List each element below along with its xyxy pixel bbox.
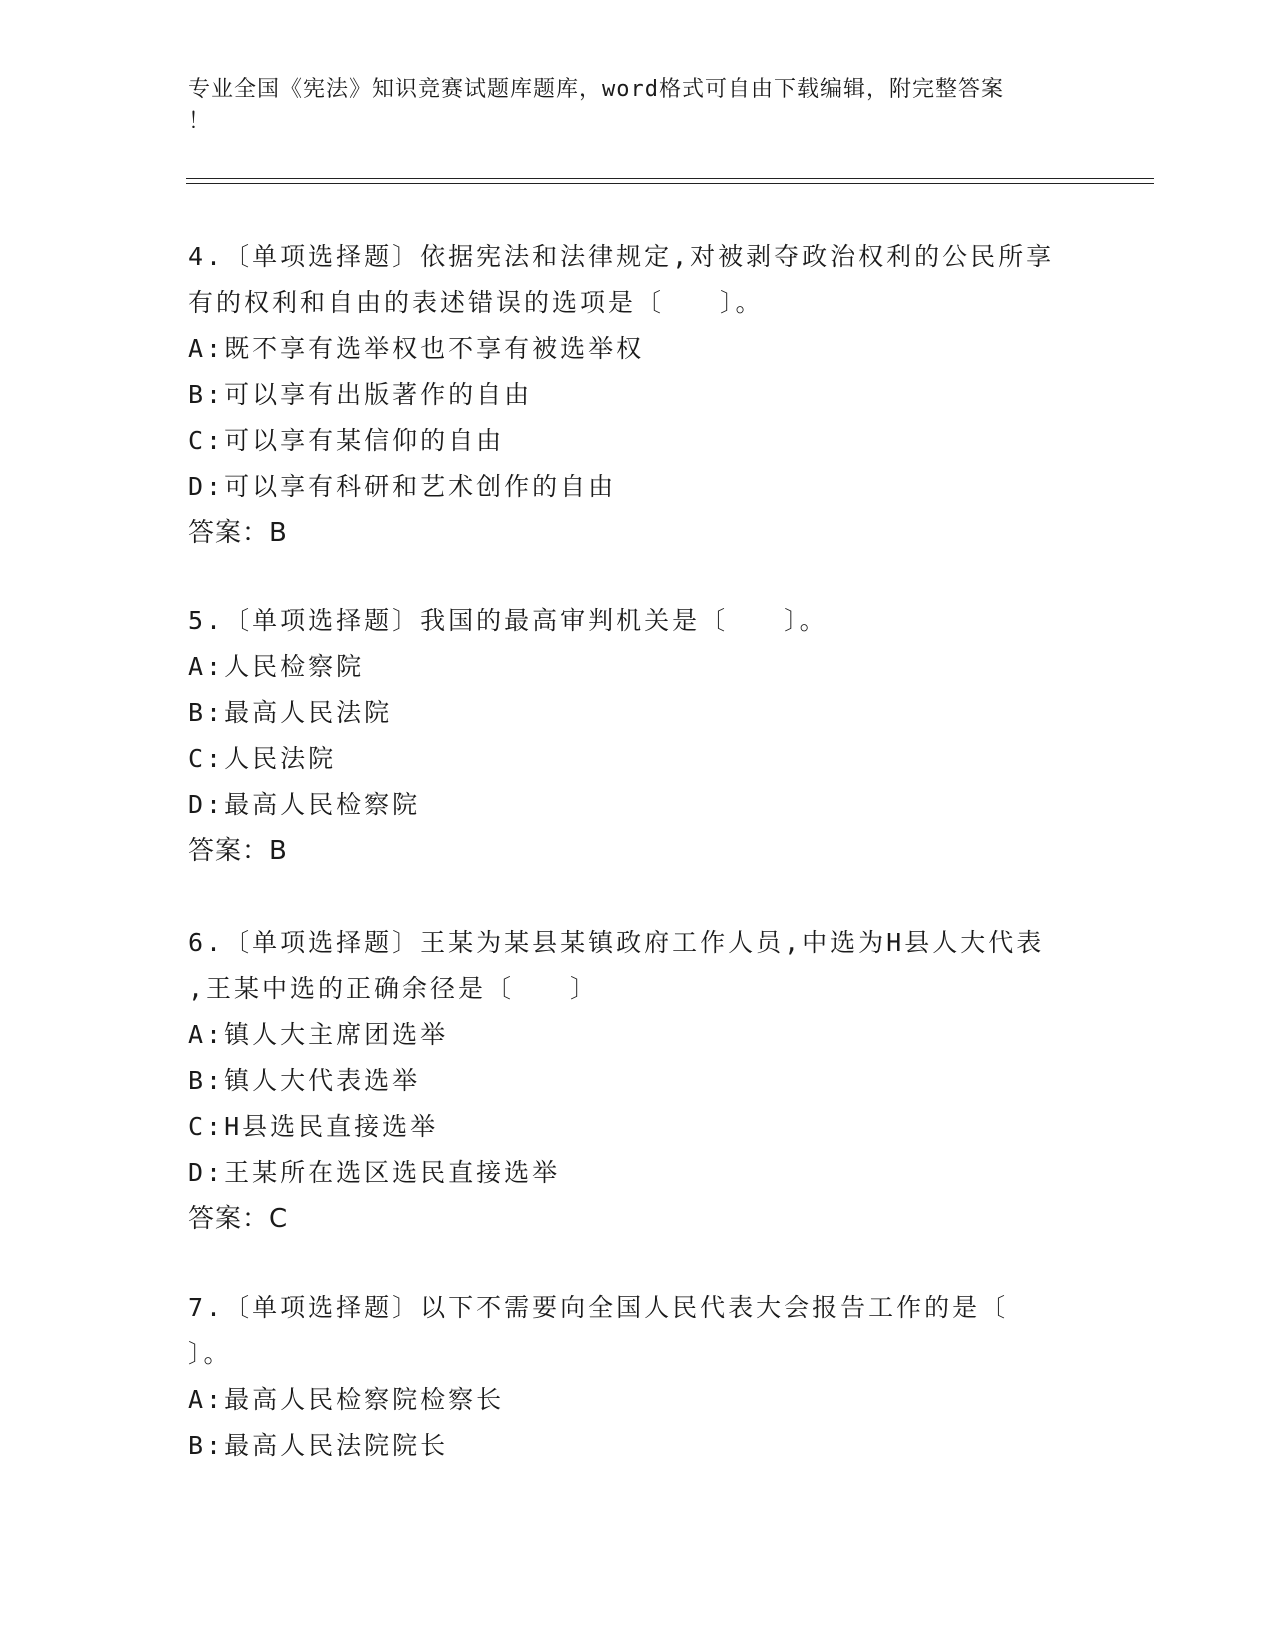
header-divider-top — [186, 178, 1154, 179]
option-c: C:可以享有某信仰的自由 — [188, 426, 505, 455]
header-line-2: ！ — [188, 109, 212, 134]
option-b: B:最高人民法院院长 — [188, 1431, 449, 1460]
question-6 — [188, 920, 1088, 1242]
header-line-1: 专业全国《宪法》知识竞赛试题库题库，word格式可自由下载编辑，附完整答案 — [188, 77, 1004, 102]
question-stem-line-1: 7.〔单项选择题〕以下不需要向全国人民代表大会报告工作的是〔 — [188, 1293, 1009, 1322]
option-b: B:镇人大代表选举 — [188, 1066, 421, 1095]
option-c: C:人民法院 — [188, 744, 337, 773]
option-b: B:可以享有出版著作的自由 — [188, 380, 533, 409]
option-b: B:最高人民法院 — [188, 698, 393, 727]
question-5 — [188, 598, 1088, 874]
option-d: D:最高人民检察院 — [188, 790, 421, 819]
option-a: A:最高人民检察院检察长 — [188, 1385, 505, 1414]
question-4 — [188, 234, 1088, 556]
question-stem-line-2: 有的权利和自由的表述错误的选项是〔 〕。 — [188, 288, 764, 317]
question-7 — [188, 1285, 1088, 1469]
option-c: C:H县选民直接选举 — [188, 1112, 439, 1141]
question-stem-line-2: 〕。 — [188, 1339, 232, 1368]
option-d: D:可以享有科研和艺术创作的自由 — [188, 472, 617, 501]
option-d: D:王某所在选区选民直接选举 — [188, 1158, 561, 1187]
answer-label: 答案：C — [188, 1204, 289, 1234]
question-stem-line-1: 6.〔单项选择题〕王某为某县某镇政府工作人员,中选为H县人大代表 — [188, 928, 1045, 957]
option-a: A:人民检察院 — [188, 652, 365, 681]
answer-label: 答案：B — [188, 518, 288, 548]
document-header — [188, 74, 1088, 138]
question-stem-line-1: 5.〔单项选择题〕我国的最高审判机关是〔 〕。 — [188, 606, 828, 635]
option-a: A:既不享有选举权也不享有被选举权 — [188, 334, 645, 363]
header-divider-bottom — [186, 183, 1154, 184]
option-a: A:镇人大主席团选举 — [188, 1020, 449, 1049]
answer-label: 答案：B — [188, 836, 288, 866]
question-stem-line-1: 4.〔单项选择题〕依据宪法和法律规定,对被剥夺政治权利的公民所享 — [188, 242, 1055, 271]
question-stem-line-2: ,王某中选的正确余径是〔 〕 — [188, 974, 599, 1003]
